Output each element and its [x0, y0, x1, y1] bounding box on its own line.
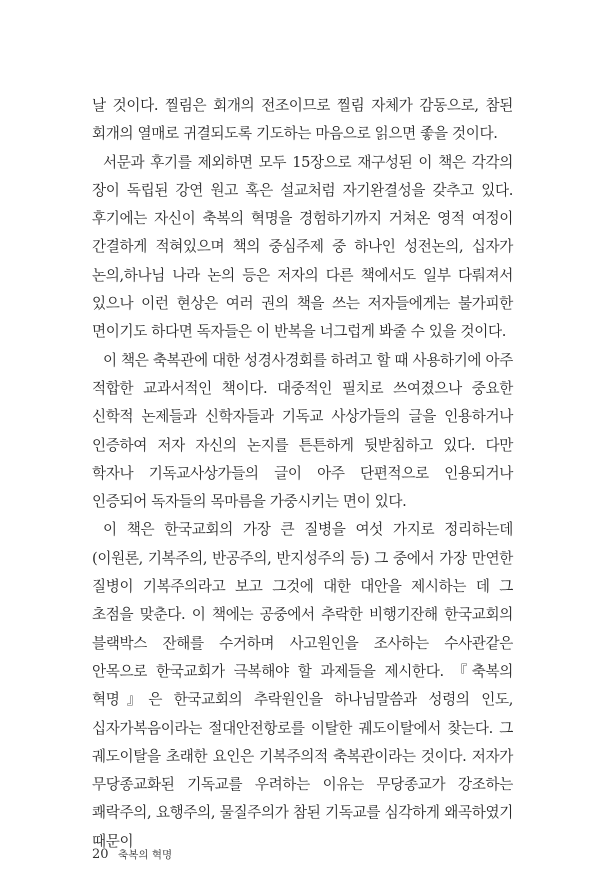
paragraph-diagnosis: 이 책은 한국교회의 가장 큰 질병을 여섯 가지로 정리하는데(이원론, 기복주의, 반공주의, 반지성주의 등) 그 중에서 가장 만연한 질병이 기복주의라고 보고 그것에 대한 대안을 제시하는 데 그 초점을 맞춘다. 이 책에는 공중에서 추락한 비행기잔해 한국교회의 블랙박스 잔해를 수거하며 사고원인을 조사하는 수사관같은 안목으로 한국교회가 극복해야 할 과제들을 제시한다. 『축복의 혁명』은 한국교회의 추락원인을 하나님말씀과 성령의 인도, 십자가복음이라는 절대안전항로를 이탈한 궤도이탈에서 찾는다. 그 궤도이탈을 초래한 요인은 기복주의적 축복관이라는 것이다. 저자가 무당종교화된 기독교를 우려하는 이유는 무당종교가 강조하는 쾌락주의, 요행주의, 물질주의가 참된 기독교를 심각하게 왜곡하였기 때문이 — [92, 521, 513, 850]
paragraph-continuation: 날 것이다. 찔림은 회개의 전조이므로 찔림 자체가 감동으로, 참된 회개의 열매로 귀결되도록 기도하는 마음으로 읽으면 좋을 것이다. — [92, 97, 513, 143]
paragraph-textbook: 이 책은 축복관에 대한 성경사경회를 하려고 할 때 사용하기에 아주 적합한 교과서적인 책이다. 대중적인 필치로 쓰여졌으나 중요한 신학적 논제들과 신학자들과 기독교 사상가들의 글을 인용하거나 인증하여 저자 자신의 논지를 튼튼하게 뒷받침하고 있다. 다만 학자나 기독교사상가들의 글이 아주 단편적으로 인용되거나 인증되어 독자들의 목마름을 가중시키는 면이 있다. — [92, 351, 513, 511]
body-text — [92, 92, 513, 856]
page-footer — [92, 848, 172, 862]
paragraph-structure: 서문과 후기를 제외하면 모두 15장으로 재구성된 이 책은 각각의 장이 독립된 강연 원고 혹은 설교처럼 자기완결성을 갖추고 있다. 후기에는 자신이 축복의 혁명을 경험하기까지 거쳐온 영적 여정이 간결하게 적혀있으며 책의 중심주제 중 하나인 성전논의, 십자가 논의,하나님 나라 논의 등은 저자의 다른 책에서도 일부 다뤄져서 있으나 이런 현상은 여러 권의 책을 쓰는 저자들에게는 불가피한 면이기도 하다면 독자들은 이 반복을 너그럽게 봐줄 수 있을 것이다. — [92, 153, 513, 341]
running-title: 축복의 혁명 — [118, 849, 173, 861]
page-number: 20 — [92, 847, 109, 862]
